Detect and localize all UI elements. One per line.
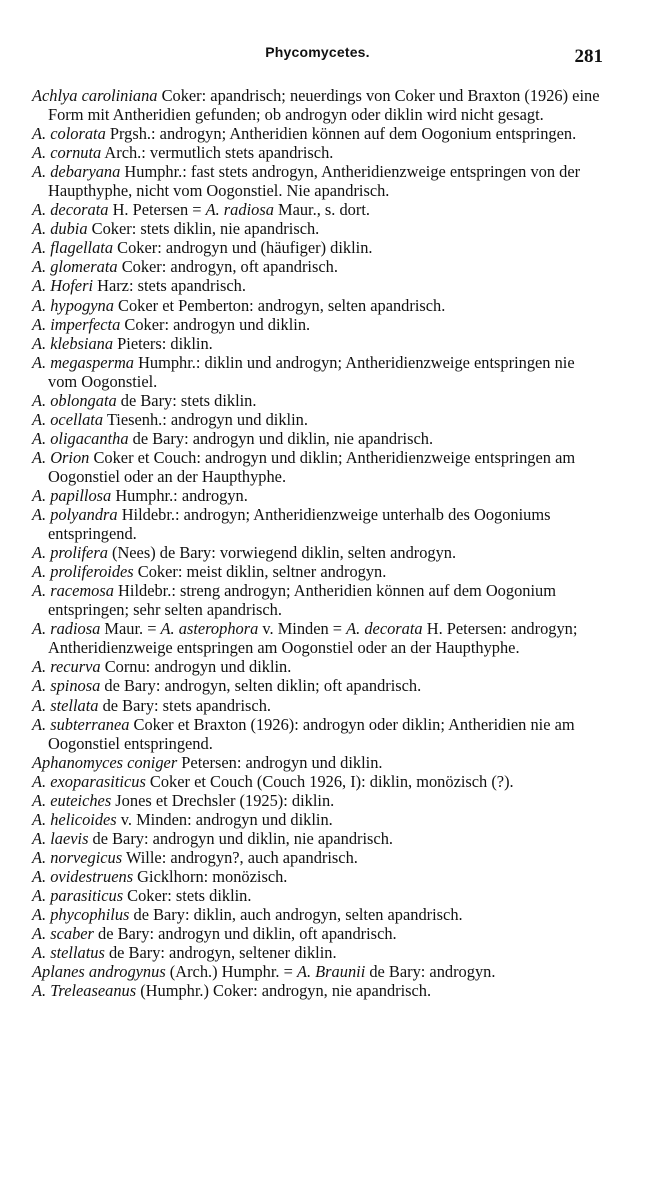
entry-description: : androgyn, oft apandrisch. <box>161 257 338 277</box>
author-citation: Tiesenh. <box>103 409 163 429</box>
entry-description: : meist diklin, seltner androgyn. <box>177 562 387 582</box>
species-epithet: scaber <box>50 924 94 944</box>
genus-abbreviation: A. <box>32 924 51 944</box>
species-epithet: hypogyna <box>50 295 114 315</box>
author-citation: Coker <box>120 314 165 334</box>
entry-description: : diklin. <box>161 333 213 353</box>
species-entry <box>32 867 603 886</box>
genus-abbreviation: A. <box>32 790 51 810</box>
genus-abbreviation: A. <box>32 485 51 505</box>
genus-abbreviation: A. <box>32 352 51 372</box>
entry-description: : androgyn; Antheridienzweige unterhalb des Oogoniums entspringend. <box>48 505 551 544</box>
synonym-name: A. radiosa <box>205 200 274 220</box>
genus-abbreviation: A. <box>32 885 51 905</box>
species-entry <box>32 886 603 905</box>
author-citation: Jones et Drechsler (1925) <box>111 790 284 810</box>
species-entry <box>32 410 603 429</box>
species-epithet: stellata <box>50 695 99 715</box>
author-citation: de Bary <box>98 695 155 715</box>
author-citation: Coker et Couch <box>89 447 197 467</box>
species-epithet: recurva <box>50 657 101 677</box>
species-epithet: ovidestruens <box>50 866 134 886</box>
species-epithet: stellatus <box>50 943 105 963</box>
species-epithet: Treleaseanus <box>50 981 137 1001</box>
species-entry <box>32 657 603 676</box>
entry-description: : diklin. <box>283 790 335 810</box>
species-entry <box>32 981 603 1000</box>
genus-abbreviation: A. <box>32 714 51 734</box>
species-entry <box>32 315 603 334</box>
running-head-title: Phycomycetes. <box>265 44 370 60</box>
entry-description: : androgyn und diklin, nie apandrisch. <box>184 428 434 448</box>
genus-abbreviation: A. <box>32 581 51 601</box>
author-citation: Petersen <box>177 752 237 772</box>
species-entry <box>32 943 603 962</box>
entry-description: : stets diklin, nie apandrisch. <box>131 219 320 239</box>
author-citation: Coker <box>113 238 158 258</box>
genus-name: Aphanomyces coniger <box>32 752 178 772</box>
entry-description: : diklin, monözisch (?). <box>361 771 514 791</box>
author-citation: Wille <box>122 847 162 867</box>
author-citation: Arch. <box>101 143 142 163</box>
entry-description: : apandrisch; neuerdings von Coker und Braxton (1926) eine Form mit Antheridien gefunden; ob androgyn oder diklin wird nicht gesagt. <box>48 86 600 125</box>
species-entry <box>32 810 603 829</box>
author-citation: Coker et Couch (Couch 1926, I) <box>145 771 362 791</box>
entry-description: : streng androgyn; Antheridien können auf dem Oogonium entspringen; sehr selten apandrisch. <box>48 581 556 620</box>
species-epithet: colorata <box>50 124 106 144</box>
species-entry <box>32 200 603 219</box>
entry-description: : fast stets androgyn, Antheridienzweige entspringen von der Haupthyphe, nicht vom Oogonstiel. Nie apandrisch. <box>48 162 581 201</box>
author-citation: Humphr. <box>111 485 174 505</box>
species-entry <box>32 429 603 448</box>
species-epithet: klebsiana <box>50 333 114 353</box>
species-entry <box>32 791 603 810</box>
entry-description: : monözisch. <box>203 866 288 886</box>
entry-description: : stets apandrisch. <box>128 276 246 296</box>
author-citation: Coker <box>123 885 168 905</box>
species-entry <box>32 276 603 295</box>
entry-description: : androgyn und (häufiger) diklin. <box>157 238 373 258</box>
species-entry <box>32 391 603 410</box>
species-epithet: megasperma <box>50 352 134 372</box>
author-citation: de Bary <box>129 905 185 925</box>
genus-abbreviation: A. <box>32 905 51 925</box>
author-citation: Maur. = <box>100 619 161 639</box>
author-citation: Humphr. <box>133 352 196 372</box>
page-number: 281 <box>574 46 603 67</box>
species-entry <box>32 162 603 200</box>
species-entry <box>32 905 603 924</box>
author-citation: Coker <box>133 562 178 582</box>
genus-abbreviation: A. <box>32 866 51 886</box>
genus-abbreviation: A. <box>32 219 51 239</box>
entry-description: : androgyn und diklin; Antheridienzweige entspringen am Oogonstiel oder an der Haupthyphe. <box>48 447 576 486</box>
species-entry <box>32 448 603 486</box>
species-epithet: cornuta <box>50 143 102 163</box>
genus-abbreviation: A. <box>32 543 51 563</box>
entry-description: : stets diklin. <box>167 885 252 905</box>
genus-name: Aplanes androgynus <box>32 962 166 982</box>
species-epithet: Hoferi <box>50 276 94 296</box>
species-epithet: oligacantha <box>50 428 129 448</box>
author-citation: v. Minden <box>116 809 188 829</box>
species-entry <box>32 696 603 715</box>
author-citation: Harz <box>93 276 129 296</box>
author-citation: de Bary <box>100 676 156 696</box>
synonym-name: A. Braunii <box>296 962 366 982</box>
species-epithet: helicoides <box>50 809 117 829</box>
species-entry <box>32 238 603 257</box>
author-citation: de Bary <box>88 828 144 848</box>
synonym-name: A. decorata <box>346 619 423 639</box>
species-epithet: Orion <box>50 447 90 467</box>
entry-description: : stets apandrisch. <box>154 695 271 715</box>
species-epithet: proliferoides <box>50 562 134 582</box>
genus-abbreviation: A. <box>32 619 51 639</box>
author-citation: Coker et Pemberton <box>113 295 250 315</box>
species-epithet: glomerata <box>50 257 118 277</box>
species-epithet: oblongata <box>50 390 117 410</box>
author-citation: Prgsh. <box>105 124 152 144</box>
species-entry <box>32 676 603 695</box>
species-epithet: phycophilus <box>50 905 130 925</box>
genus-abbreviation: A. <box>32 771 51 791</box>
author-citation: (Humphr.) Coker <box>136 981 254 1001</box>
synonym-name: A. asterophora <box>160 619 259 639</box>
author-citation: (Nees) de Bary <box>107 543 212 563</box>
species-entry <box>32 772 603 791</box>
genus-abbreviation: A. <box>32 238 51 258</box>
genus-abbreviation: A. <box>32 276 51 296</box>
genus-abbreviation: A. <box>32 162 51 182</box>
entry-description: : androgyn?, auch apandrisch. <box>161 847 358 867</box>
species-epithet: racemosa <box>50 581 114 601</box>
entry-description: : androgyn, selten apandrisch. <box>249 295 446 315</box>
species-epithet: ocellata <box>50 409 104 429</box>
species-entry <box>32 296 603 315</box>
entry-description: de Bary: androgyn. <box>365 962 496 982</box>
species-entry <box>32 715 603 753</box>
species-epithet: prolifera <box>50 543 108 563</box>
genus-abbreviation: A. <box>32 676 51 696</box>
species-entry <box>32 619 603 657</box>
entry-description: : androgyn. <box>173 485 248 505</box>
genus-abbreviation: A. <box>32 409 51 429</box>
entry-description: : vorwiegend diklin, selten androgyn. <box>211 543 457 563</box>
species-entry <box>32 86 603 124</box>
entry-description: : vermutlich stets apandrisch. <box>141 143 334 163</box>
author-citation: (Arch.) Humphr. = <box>165 962 297 982</box>
entry-description: H. Petersen: androgyn; Antheridienzweige entspringen am Oogonstiel oder an der Haupthyphe. <box>48 619 578 658</box>
entry-description: : androgyn oder diklin; Antheridien nie am Oogonstiel entspringend. <box>48 714 575 753</box>
genus-abbreviation: A. <box>32 257 51 277</box>
genus-abbreviation: A. <box>32 428 51 448</box>
species-epithet: euteiches <box>50 790 112 810</box>
genus-abbreviation: A. <box>32 200 51 220</box>
genus-name: Achlya caroliniana <box>32 86 158 105</box>
entry-description: : diklin, auch androgyn, selten apandrisch. <box>184 905 463 925</box>
species-epithet: dubia <box>50 219 88 239</box>
author-citation: Humphr. <box>120 162 183 182</box>
page-header <box>32 40 603 70</box>
genus-abbreviation: A. <box>32 505 51 525</box>
genus-abbreviation: A. <box>32 981 51 1001</box>
species-epithet: laevis <box>50 828 89 848</box>
entry-description: : androgyn und diklin, nie apandrisch. <box>143 828 393 848</box>
species-epithet: debaryana <box>50 162 121 182</box>
species-entry <box>32 353 603 391</box>
genus-abbreviation: A. <box>32 314 51 334</box>
author-citation: Coker <box>157 86 202 105</box>
genus-abbreviation: A. <box>32 695 51 715</box>
genus-abbreviation: A. <box>32 295 51 315</box>
species-epithet: imperfecta <box>50 314 121 334</box>
species-epithet: polyandra <box>50 505 118 525</box>
species-list <box>32 86 603 1000</box>
species-entry <box>32 219 603 238</box>
genus-abbreviation: A. <box>32 847 51 867</box>
species-entry <box>32 334 603 353</box>
species-entry <box>32 486 603 505</box>
species-entry <box>32 924 603 943</box>
species-entry <box>32 848 603 867</box>
author-citation: de Bary <box>116 390 173 410</box>
author-citation: Hildebr. <box>113 581 172 601</box>
author-citation: Gicklhorn <box>133 866 204 886</box>
species-epithet: parasiticus <box>50 885 124 905</box>
genus-abbreviation: A. <box>32 943 51 963</box>
entry-description: : androgyn und diklin. <box>162 409 308 429</box>
entry-description: : androgyn und diklin. <box>236 752 383 772</box>
author-citation: Coker et Braxton (1926) <box>129 714 295 734</box>
species-epithet: papillosa <box>50 485 112 505</box>
species-epithet: norvegicus <box>50 847 123 867</box>
entry-description: : diklin und androgyn; Antheridienzweige entspringen nie vom Oogonstiel. <box>48 352 575 391</box>
genus-abbreviation: A. <box>32 828 51 848</box>
genus-abbreviation: A. <box>32 333 51 353</box>
entry-description: : androgyn, nie apandrisch. <box>253 981 432 1001</box>
genus-abbreviation: A. <box>32 124 51 144</box>
species-entry <box>32 581 603 619</box>
entry-description: Maur., s. dort. <box>273 200 370 220</box>
genus-abbreviation: A. <box>32 809 51 829</box>
entry-description: : stets diklin. <box>172 390 257 410</box>
species-epithet: decorata <box>50 200 109 220</box>
author-citation: de Bary <box>128 428 185 448</box>
author-citation: de Bary <box>93 924 150 944</box>
species-epithet: flagellata <box>50 238 114 258</box>
genus-abbreviation: A. <box>32 657 51 677</box>
species-entry <box>32 124 603 143</box>
author-citation: Coker <box>87 219 132 239</box>
author-citation: de Bary <box>104 943 161 963</box>
entry-description: : androgyn; Antheridien können auf dem Oogonium entspringen. <box>151 124 577 144</box>
species-entry <box>32 257 603 276</box>
genus-abbreviation: A. <box>32 390 51 410</box>
genus-abbreviation: A. <box>32 447 51 467</box>
entry-description: : androgyn und diklin. <box>164 314 311 334</box>
species-entry <box>32 543 603 562</box>
genus-abbreviation: A. <box>32 143 51 163</box>
species-entry <box>32 562 603 581</box>
author-citation: Cornu <box>100 657 146 677</box>
species-entry <box>32 962 603 981</box>
entry-description: : androgyn und diklin. <box>145 657 292 677</box>
entry-description: : androgyn, seltener diklin. <box>160 943 337 963</box>
species-epithet: subterranea <box>50 714 130 734</box>
species-entry <box>32 505 603 543</box>
species-entry <box>32 753 603 772</box>
author-citation: Pieters <box>113 333 162 353</box>
species-entry <box>32 143 603 162</box>
entry-description: : androgyn und diklin, oft apandrisch. <box>149 924 397 944</box>
species-epithet: exoparasiticus <box>50 771 146 791</box>
author-citation: H. Petersen = <box>108 200 206 220</box>
entry-description: : androgyn und diklin. <box>187 809 333 829</box>
species-epithet: radiosa <box>50 619 101 639</box>
genus-abbreviation: A. <box>32 562 51 582</box>
author-citation: Coker <box>117 257 162 277</box>
author-citation: Hildebr. <box>117 505 175 525</box>
entry-description: : androgyn, selten diklin; oft apandrisch. <box>155 676 422 696</box>
species-epithet: spinosa <box>50 676 101 696</box>
synonym-author: v. Minden = <box>258 619 347 639</box>
species-entry <box>32 829 603 848</box>
